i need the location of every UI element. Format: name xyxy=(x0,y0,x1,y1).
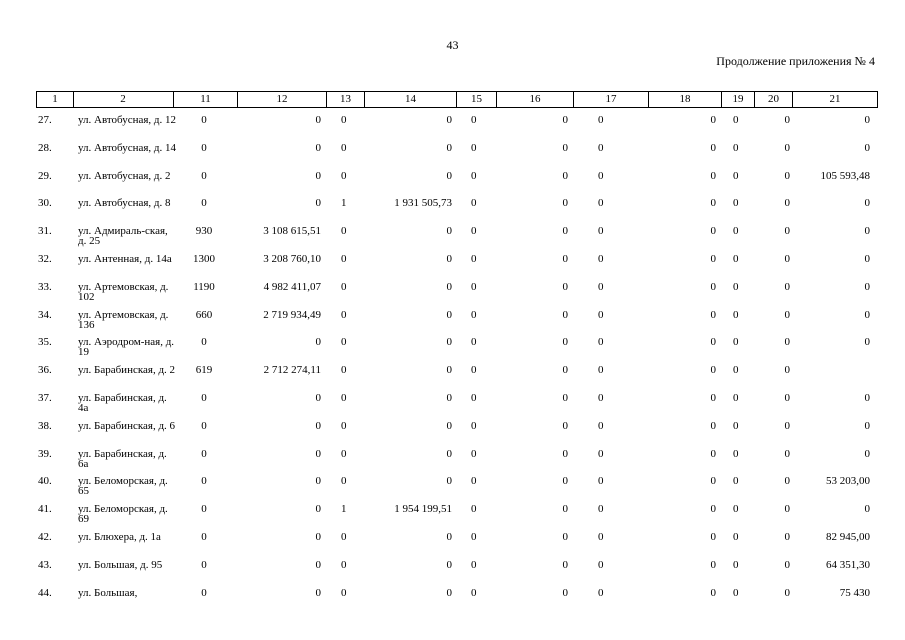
value-cell: 0 xyxy=(446,280,452,293)
value-cell: 53 203,00 xyxy=(826,475,870,488)
value-cell: 0 xyxy=(315,392,321,404)
value-cell: 0 xyxy=(710,475,716,488)
address-cell: ул. Беломорская, д. 69 xyxy=(78,503,168,526)
value-cell: 0 xyxy=(471,114,477,126)
value-cell: 0 xyxy=(315,503,321,516)
value-cell: 0 xyxy=(201,336,207,349)
value-cell: 0 xyxy=(471,197,477,210)
value-cell: 0 xyxy=(562,586,568,599)
value-cell: 0 xyxy=(733,169,739,182)
value-cell: 0 xyxy=(471,475,477,488)
value-cell: 0 xyxy=(784,392,790,404)
value-cell: 0 xyxy=(341,392,347,404)
table-row xyxy=(36,476,878,504)
value-cell: 0 xyxy=(471,141,477,154)
value-cell: 0 xyxy=(562,503,568,516)
value-cell: 0 xyxy=(471,308,477,321)
value-cell: 0 xyxy=(864,392,870,404)
value-cell: 0 xyxy=(341,531,347,543)
value-cell: 0 xyxy=(598,364,604,377)
address-cell: ул. Большая, xyxy=(78,586,138,599)
value-cell: 660 xyxy=(195,308,213,321)
value-cell: 0 xyxy=(471,169,477,182)
value-cell: 0 xyxy=(784,225,790,238)
row-number: 28. xyxy=(38,141,52,154)
table-row xyxy=(36,115,878,143)
value-cell: 0 xyxy=(710,392,716,404)
value-cell: 0 xyxy=(446,141,452,154)
value-cell: 0 xyxy=(784,586,790,599)
value-cell: 0 xyxy=(733,558,739,571)
address-cell: ул. Барабинская, д. 6 xyxy=(78,419,176,432)
value-cell: 0 xyxy=(201,392,207,404)
value-cell: 0 xyxy=(315,169,321,182)
column-header: 15 xyxy=(457,91,497,108)
value-cell: 0 xyxy=(864,308,870,321)
value-cell: 0 xyxy=(341,558,347,571)
value-cell: 0 xyxy=(562,197,568,210)
table-row xyxy=(36,588,878,616)
value-cell: 0 xyxy=(864,419,870,432)
value-cell: 0 xyxy=(598,475,604,488)
value-cell: 0 xyxy=(446,475,452,488)
value-cell: 0 xyxy=(733,114,739,126)
value-cell: 0 xyxy=(562,225,568,238)
value-cell: 0 xyxy=(446,419,452,432)
value-cell: 0 xyxy=(471,336,477,349)
value-cell: 0 xyxy=(341,364,347,377)
table-row xyxy=(36,254,878,282)
table-row xyxy=(36,171,878,199)
value-cell: 0 xyxy=(598,197,604,210)
value-cell: 0 xyxy=(784,169,790,182)
table-row xyxy=(36,393,878,421)
value-cell: 0 xyxy=(201,141,207,154)
table-row xyxy=(36,198,878,226)
value-cell: 82 945,00 xyxy=(826,531,870,543)
value-cell: 0 xyxy=(733,475,739,488)
value-cell: 2 712 274,11 xyxy=(263,364,321,377)
value-cell: 0 xyxy=(562,308,568,321)
table-row xyxy=(36,226,878,254)
value-cell: 1190 xyxy=(193,280,215,293)
value-cell: 0 xyxy=(784,558,790,571)
row-number: 35. xyxy=(38,336,52,349)
value-cell: 0 xyxy=(598,225,604,238)
value-cell: 0 xyxy=(471,225,477,238)
value-cell: 0 xyxy=(315,531,321,543)
value-cell: 0 xyxy=(201,114,207,126)
value-cell: 0 xyxy=(471,253,477,265)
value-cell: 0 xyxy=(315,419,321,432)
column-header: 18 xyxy=(649,91,722,108)
value-cell: 0 xyxy=(315,447,321,460)
value-cell: 0 xyxy=(733,225,739,238)
value-cell: 0 xyxy=(562,141,568,154)
address-cell: ул. Аэродром-ная, д. 19 xyxy=(78,336,175,359)
value-cell: 0 xyxy=(201,169,207,182)
value-cell: 0 xyxy=(598,531,604,543)
address-cell: ул. Адмираль-ская, д. 25 xyxy=(78,225,168,248)
value-cell: 0 xyxy=(471,503,477,516)
value-cell: 0 xyxy=(784,475,790,488)
value-cell: 0 xyxy=(710,336,716,349)
value-cell: 0 xyxy=(201,447,207,460)
row-number: 42. xyxy=(38,531,52,543)
value-cell: 1 931 505,73 xyxy=(394,197,452,210)
value-cell: 0 xyxy=(710,308,716,321)
value-cell: 0 xyxy=(784,253,790,265)
value-cell: 0 xyxy=(201,503,207,516)
value-cell: 0 xyxy=(864,253,870,265)
value-cell: 0 xyxy=(471,392,477,404)
value-cell: 0 xyxy=(784,336,790,349)
value-cell: 0 xyxy=(446,169,452,182)
row-number: 33. xyxy=(38,280,52,293)
value-cell: 0 xyxy=(562,114,568,126)
value-cell: 0 xyxy=(471,447,477,460)
value-cell: 0 xyxy=(784,419,790,432)
row-number: 31. xyxy=(38,225,52,238)
table-row xyxy=(36,532,878,560)
address-cell: ул. Автобусная, д. 2 xyxy=(78,169,171,182)
table-header xyxy=(36,91,878,108)
value-cell: 0 xyxy=(864,197,870,210)
value-cell: 0 xyxy=(710,447,716,460)
row-number: 27. xyxy=(38,114,52,126)
column-header: 17 xyxy=(574,91,649,108)
value-cell: 0 xyxy=(598,392,604,404)
address-cell: ул. Автобусная, д. 14 xyxy=(78,141,177,154)
value-cell: 0 xyxy=(598,253,604,265)
row-number: 40. xyxy=(38,475,52,488)
value-cell: 0 xyxy=(201,586,207,599)
value-cell: 0 xyxy=(710,197,716,210)
value-cell: 0 xyxy=(562,558,568,571)
value-cell: 0 xyxy=(562,475,568,488)
address-cell: ул. Антенная, д. 14а xyxy=(78,253,172,265)
value-cell: 0 xyxy=(733,280,739,293)
row-number: 43. xyxy=(38,558,52,571)
value-cell: 0 xyxy=(471,364,477,377)
value-cell: 0 xyxy=(341,114,347,126)
column-header: 12 xyxy=(238,91,327,108)
column-header: 14 xyxy=(365,91,457,108)
value-cell: 0 xyxy=(864,225,870,238)
value-cell: 0 xyxy=(733,392,739,404)
row-number: 36. xyxy=(38,364,52,377)
table-row xyxy=(36,504,878,532)
appendix-title: Продолжение приложения № 4 xyxy=(716,54,875,68)
value-cell: 0 xyxy=(598,169,604,182)
value-cell: 0 xyxy=(471,280,477,293)
table-row xyxy=(36,282,878,310)
value-cell: 75 430 xyxy=(839,586,870,599)
value-cell: 0 xyxy=(341,169,347,182)
address-cell: ул. Автобусная, д. 12 xyxy=(78,114,177,126)
value-cell: 0 xyxy=(341,586,347,599)
value-cell: 0 xyxy=(562,253,568,265)
value-cell: 0 xyxy=(315,336,321,349)
address-cell: ул. Артемовская, д. 136 xyxy=(78,308,169,331)
value-cell: 0 xyxy=(710,225,716,238)
value-cell: 0 xyxy=(864,503,870,516)
value-cell: 0 xyxy=(864,447,870,460)
value-cell: 0 xyxy=(733,531,739,543)
value-cell: 105 593,48 xyxy=(820,169,870,182)
value-cell: 0 xyxy=(598,141,604,154)
value-cell: 0 xyxy=(598,419,604,432)
value-cell: 0 xyxy=(864,114,870,126)
value-cell: 0 xyxy=(446,392,452,404)
value-cell: 0 xyxy=(710,169,716,182)
value-cell: 0 xyxy=(446,586,452,599)
value-cell: 0 xyxy=(471,558,477,571)
value-cell: 0 xyxy=(598,280,604,293)
row-number: 44. xyxy=(38,586,52,599)
value-cell: 0 xyxy=(446,253,452,265)
value-cell: 0 xyxy=(471,586,477,599)
column-header: 2 xyxy=(73,91,174,108)
value-cell: 0 xyxy=(733,253,739,265)
row-number: 30. xyxy=(38,197,52,210)
table-row xyxy=(36,143,878,171)
page-number: 43 xyxy=(446,38,459,52)
value-cell: 0 xyxy=(562,531,568,543)
value-cell: 0 xyxy=(446,225,452,238)
value-cell: 1 xyxy=(341,197,347,210)
value-cell: 0 xyxy=(784,141,790,154)
value-cell: 0 xyxy=(341,253,347,265)
value-cell: 0 xyxy=(562,364,568,377)
address-cell: ул. Барабинская, д. 6а xyxy=(78,447,167,470)
value-cell: 930 xyxy=(195,225,213,238)
value-cell: 0 xyxy=(598,503,604,516)
value-cell: 0 xyxy=(341,336,347,349)
value-cell: 0 xyxy=(341,447,347,460)
column-header: 16 xyxy=(497,91,574,108)
value-cell: 0 xyxy=(710,531,716,543)
value-cell: 0 xyxy=(784,114,790,126)
value-cell: 0 xyxy=(733,447,739,460)
value-cell: 0 xyxy=(201,475,207,488)
value-cell: 0 xyxy=(201,558,207,571)
value-cell: 0 xyxy=(710,253,716,265)
address-cell: ул. Беломорская, д. 65 xyxy=(78,475,168,498)
value-cell: 0 xyxy=(598,447,604,460)
row-number: 37. xyxy=(38,392,52,404)
value-cell: 0 xyxy=(341,308,347,321)
value-cell: 0 xyxy=(710,586,716,599)
column-header: 19 xyxy=(722,91,755,108)
address-cell: ул. Большая, д. 95 xyxy=(78,558,163,571)
value-cell: 0 xyxy=(733,503,739,516)
value-cell: 0 xyxy=(598,558,604,571)
value-cell: 0 xyxy=(562,419,568,432)
value-cell: 0 xyxy=(710,558,716,571)
value-cell: 0 xyxy=(446,558,452,571)
value-cell: 0 xyxy=(562,447,568,460)
table-row xyxy=(36,449,878,477)
value-cell: 2 719 934,49 xyxy=(263,308,321,321)
value-cell: 1300 xyxy=(193,253,215,265)
value-cell: 0 xyxy=(446,364,452,377)
value-cell: 0 xyxy=(315,141,321,154)
value-cell: 0 xyxy=(315,586,321,599)
row-number: 34. xyxy=(38,308,52,321)
value-cell: 619 xyxy=(195,364,213,377)
value-cell: 0 xyxy=(710,503,716,516)
value-cell: 0 xyxy=(471,419,477,432)
value-cell: 0 xyxy=(710,114,716,126)
row-number: 41. xyxy=(38,503,52,516)
value-cell: 0 xyxy=(598,336,604,349)
value-cell: 0 xyxy=(446,336,452,349)
value-cell: 0 xyxy=(710,280,716,293)
value-cell: 1 954 199,51 xyxy=(394,503,452,516)
value-cell: 0 xyxy=(341,419,347,432)
value-cell: 0 xyxy=(341,475,347,488)
value-cell: 0 xyxy=(784,280,790,293)
column-header: 13 xyxy=(327,91,365,108)
column-header: 1 xyxy=(36,91,74,108)
row-number: 29. xyxy=(38,169,52,182)
value-cell: 0 xyxy=(598,114,604,126)
value-cell: 0 xyxy=(784,197,790,210)
value-cell: 0 xyxy=(315,558,321,571)
value-cell: 0 xyxy=(733,197,739,210)
value-cell: 0 xyxy=(341,141,347,154)
value-cell: 0 xyxy=(446,308,452,321)
value-cell: 0 xyxy=(733,308,739,321)
value-cell: 0 xyxy=(784,503,790,516)
value-cell: 0 xyxy=(784,308,790,321)
value-cell: 1 xyxy=(341,503,347,516)
column-header: 21 xyxy=(793,91,878,108)
value-cell: 0 xyxy=(315,197,321,210)
row-number: 38. xyxy=(38,419,52,432)
row-number: 32. xyxy=(38,253,52,265)
value-cell: 0 xyxy=(733,141,739,154)
value-cell: 3 108 615,51 xyxy=(263,225,321,238)
table-row xyxy=(36,337,878,365)
row-number: 39. xyxy=(38,447,52,460)
value-cell: 0 xyxy=(598,586,604,599)
value-cell: 4 982 411,07 xyxy=(263,280,321,293)
value-cell: 0 xyxy=(562,280,568,293)
value-cell: 0 xyxy=(864,141,870,154)
value-cell: 0 xyxy=(446,114,452,126)
value-cell: 0 xyxy=(784,531,790,543)
address-cell: ул. Автобусная, д. 8 xyxy=(78,197,171,210)
value-cell: 0 xyxy=(784,447,790,460)
column-header: 20 xyxy=(755,91,793,108)
value-cell: 0 xyxy=(733,336,739,349)
value-cell: 0 xyxy=(864,336,870,349)
address-cell: ул. Барабинская, д. 2 xyxy=(78,364,176,377)
value-cell: 3 208 760,10 xyxy=(263,253,321,265)
table-row xyxy=(36,310,878,338)
value-cell: 64 351,30 xyxy=(826,558,870,571)
value-cell: 0 xyxy=(315,475,321,488)
value-cell: 0 xyxy=(201,419,207,432)
value-cell: 0 xyxy=(446,447,452,460)
value-cell: 0 xyxy=(446,531,452,543)
address-cell: ул. Барабинская, д. 4а xyxy=(78,392,167,414)
address-cell: ул. Блюхера, д. 1а xyxy=(78,531,161,543)
value-cell: 0 xyxy=(562,169,568,182)
value-cell: 0 xyxy=(201,531,207,543)
value-cell: 0 xyxy=(864,280,870,293)
value-cell: 0 xyxy=(562,336,568,349)
address-cell: ул. Артемовская, д. 102 xyxy=(78,280,169,303)
value-cell: 0 xyxy=(710,419,716,432)
value-cell: 0 xyxy=(733,419,739,432)
value-cell: 0 xyxy=(784,364,790,377)
table-row xyxy=(36,421,878,449)
value-cell: 0 xyxy=(598,308,604,321)
value-cell: 0 xyxy=(471,531,477,543)
value-cell: 0 xyxy=(315,114,321,126)
table-row xyxy=(36,365,878,393)
value-cell: 0 xyxy=(201,197,207,210)
value-cell: 0 xyxy=(710,141,716,154)
value-cell: 0 xyxy=(562,392,568,404)
column-header: 11 xyxy=(174,91,238,108)
value-cell: 0 xyxy=(733,586,739,599)
value-cell: 0 xyxy=(710,364,716,377)
table-row xyxy=(36,560,878,588)
value-cell: 0 xyxy=(733,364,739,377)
value-cell: 0 xyxy=(341,280,347,293)
value-cell: 0 xyxy=(341,225,347,238)
